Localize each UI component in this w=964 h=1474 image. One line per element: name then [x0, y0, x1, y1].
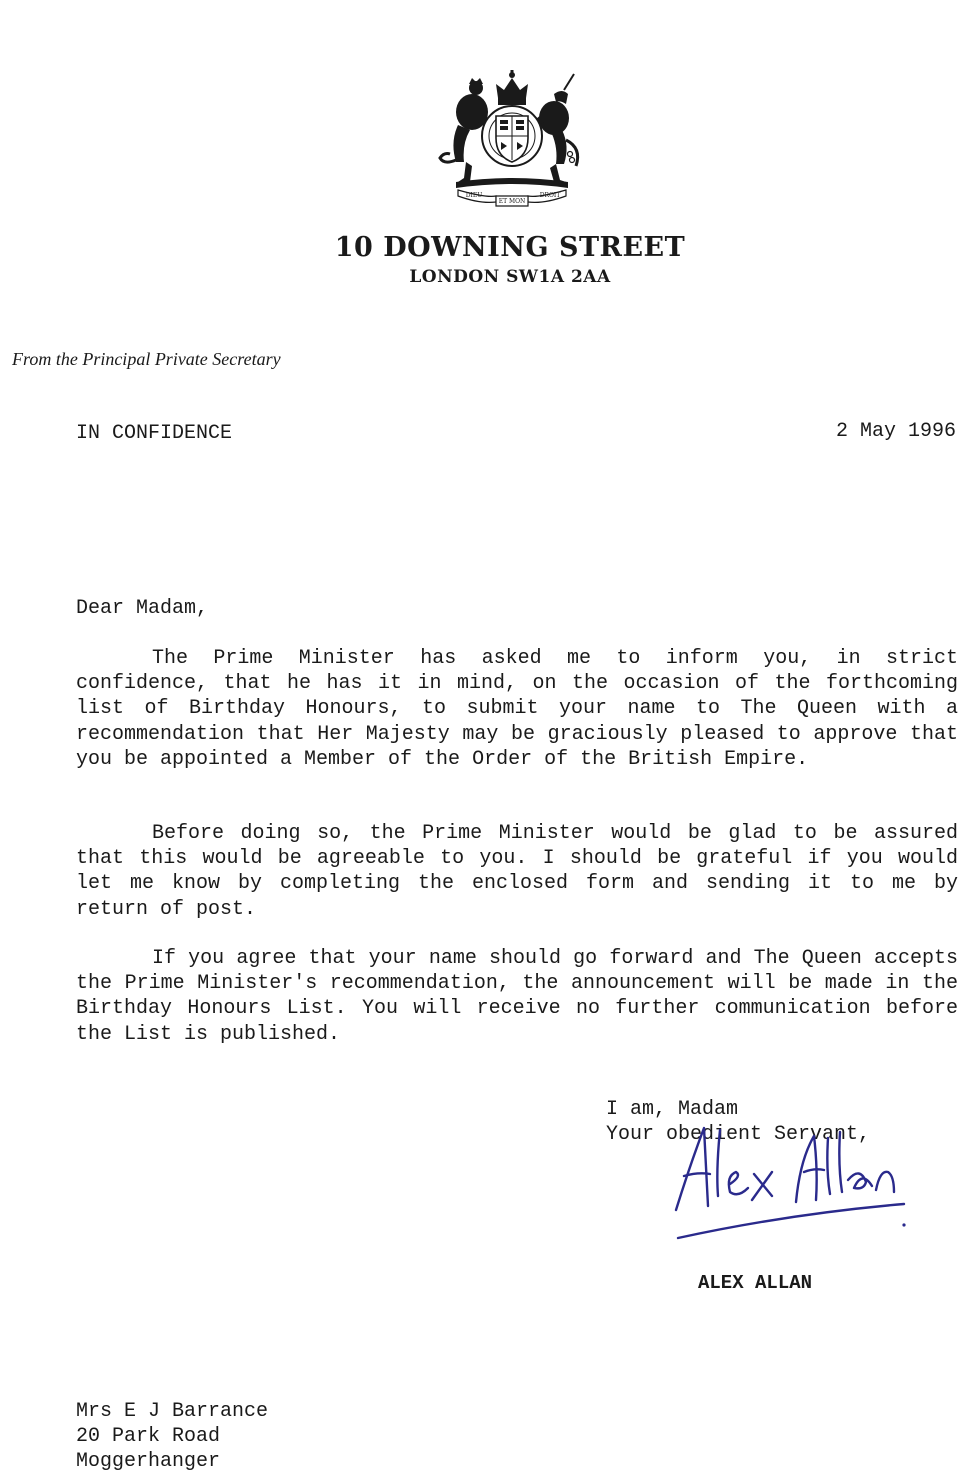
handwritten-signature: [668, 1110, 918, 1245]
shield-icon: [482, 106, 542, 166]
letterhead-street: 10 DOWNING STREET: [334, 232, 686, 263]
signer-name: ALEX ALLAN: [698, 1272, 813, 1294]
recipient-name: Mrs E J Barrance: [76, 1400, 269, 1423]
letterhead-city: LONDON SW1A 2AA: [409, 267, 611, 287]
signature-strokes: [676, 1128, 904, 1238]
body-paragraph-3: If you agree that your name should go forward and The Queen accepts the Prime Minister's recommendation, the announcement will be made in the Birthday Honours List. You will receive no further communication before the List is published.: [76, 947, 958, 1046]
closing-line-1: I am, Madam: [606, 1098, 739, 1121]
closing-line-2: Your obedient Servant,: [606, 1123, 871, 1146]
motto-scroll-icon: [456, 178, 568, 206]
recipient-address: [76, 1399, 268, 1474]
motto-right: DROIT: [539, 192, 561, 199]
from-line: From the Principal Private Secretary: [12, 349, 281, 369]
body-paragraph-1: The Prime Minister has asked me to inform you, in strict confidence, that he has it in mind, on the occasion of the forthcoming list of Birthday Honours, to submit your name to The Queen with a recommendation that Her Majesty may be graciously pleased to approve that you be appointed a Member of the Order of the British Empire.: [76, 647, 958, 771]
salutation: Dear Madam,: [76, 597, 209, 620]
royal-coat-of-arms-icon: [436, 70, 586, 210]
confidentiality-marking: IN CONFIDENCE: [76, 422, 233, 445]
letter-date: 2 May 1996: [835, 420, 956, 443]
motto-left: DIEU: [465, 192, 483, 199]
recipient-street: 20 Park Road: [76, 1425, 221, 1448]
recipient-town: Moggerhanger: [76, 1450, 221, 1473]
motto-center: ET MON: [498, 198, 526, 205]
crown-icon: [496, 70, 528, 105]
body-paragraph-2: Before doing so, the Prime Minister would be glad to be assured that this would be agreeable to you. I should be grateful if you would let me know by completing the enclosed form and sending it to me by return of post.: [76, 822, 958, 921]
